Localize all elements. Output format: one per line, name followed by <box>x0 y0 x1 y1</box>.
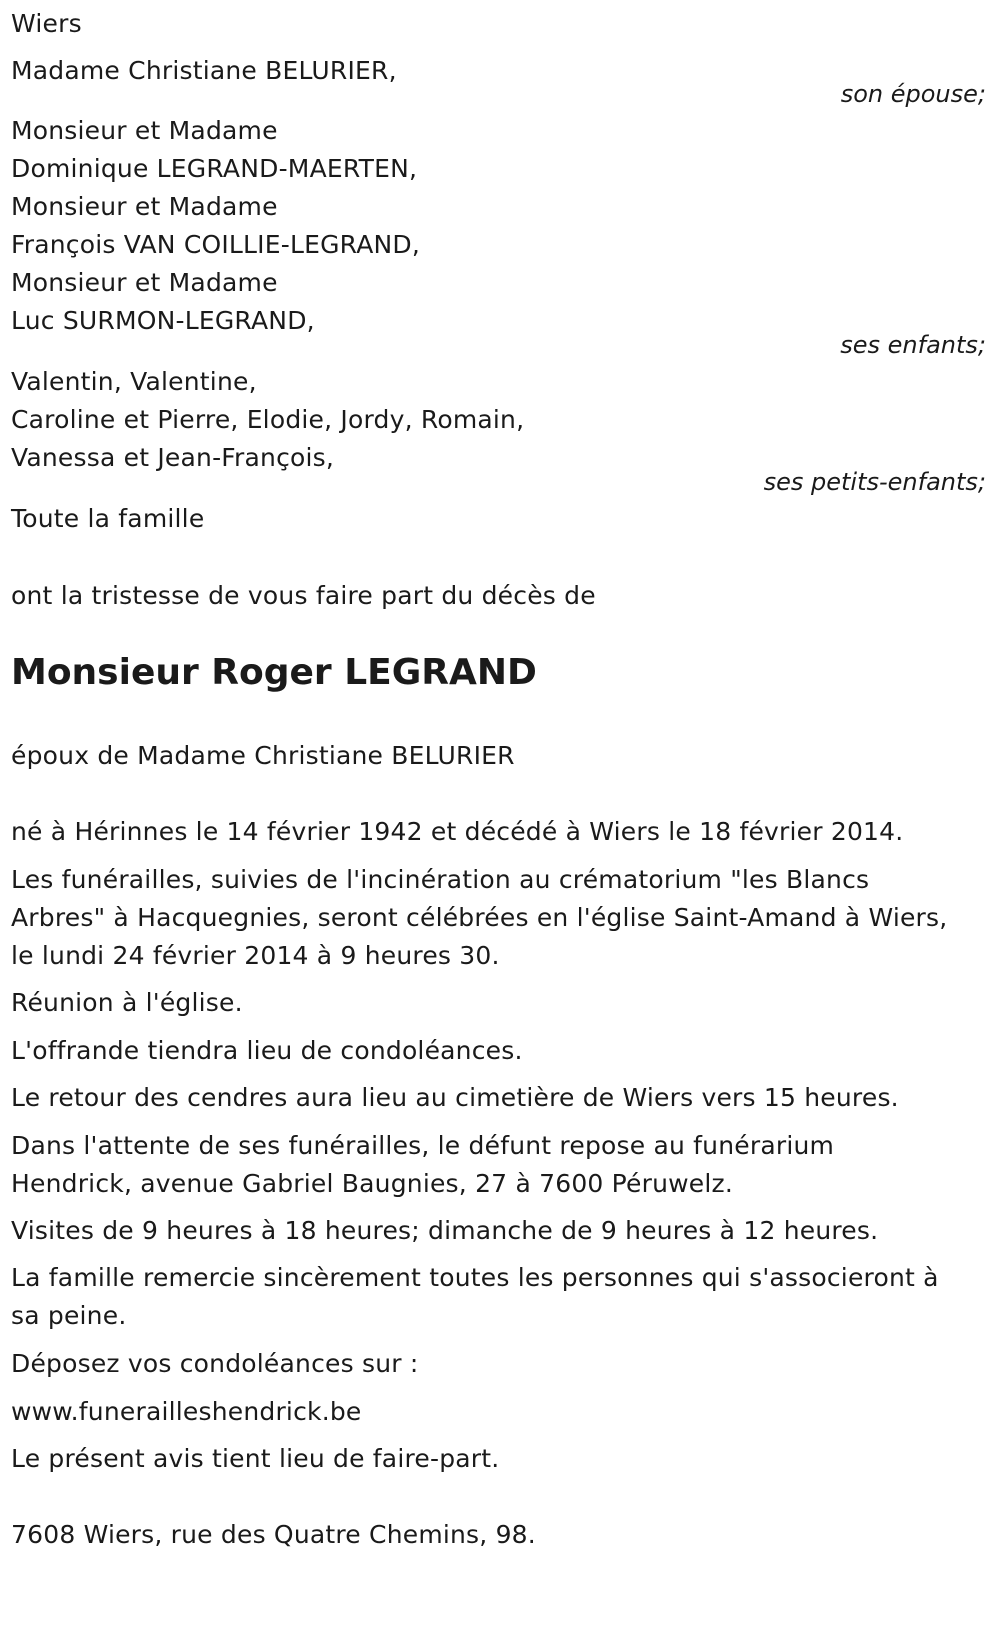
grandchildren-role: ses petits-enfants; <box>763 468 986 496</box>
grandchild-line: Vanessa et Jean-François, <box>11 443 335 472</box>
announcement-intro: ont la tristesse de vous faire part du décès de <box>11 581 596 610</box>
spouse-of: époux de Madame Christiane BELURIER <box>11 741 515 770</box>
repose-line: Dans l'attente de ses funérailles, le défunt repose au funérarium <box>11 1131 835 1160</box>
child-line: Dominique LEGRAND-MAERTEN, <box>11 154 418 183</box>
funeral-line: Les funérailles, suivies de l'incinération au crématorium "les Blancs <box>11 865 870 894</box>
spouse-role: son épouse; <box>840 80 986 108</box>
ashes-info: Le retour des cendres aura lieu au cimetière de Wiers vers 15 heures. <box>11 1083 899 1112</box>
thanks-line: La famille remercie sincèrement toutes les personnes qui s'associeront à <box>11 1263 939 1292</box>
repose-line: Hendrick, avenue Gabriel Baugnies, 27 à 7600 Péruwelz. <box>11 1169 734 1198</box>
birth-death: né à Hérinnes le 14 février 1942 et décédé à Wiers le 18 février 2014. <box>11 817 904 846</box>
child-line: Monsieur et Madame <box>11 192 278 221</box>
child-line: Luc SURMON-LEGRAND, <box>11 306 315 335</box>
thanks-line: sa peine. <box>11 1301 127 1330</box>
child-line: Monsieur et Madame <box>11 116 278 145</box>
children-role: ses enfants; <box>840 331 986 359</box>
funeral-line: Arbres" à Hacquegnies, seront célébrées en l'église Saint-Amand à Wiers, <box>11 903 948 932</box>
deceased-name: Monsieur Roger LEGRAND <box>11 652 537 693</box>
grandchild-line: Valentin, Valentine, <box>11 367 257 396</box>
funeral-line: le lundi 24 février 2014 à 9 heures 30. <box>11 941 500 970</box>
child-line: Monsieur et Madame <box>11 268 278 297</box>
other-family: Toute la famille <box>11 504 205 533</box>
offering-info: L'offrande tiendra lieu de condoléances. <box>11 1036 523 1065</box>
website-link[interactable]: www.funerailleshendrick.be <box>11 1397 362 1426</box>
notice-text: Le présent avis tient lieu de faire-part. <box>11 1444 500 1473</box>
family-address: 7608 Wiers, rue des Quatre Chemins, 98. <box>11 1520 536 1549</box>
town-header: Wiers <box>11 9 82 38</box>
grandchild-line: Caroline et Pierre, Elodie, Jordy, Romain, <box>11 405 525 434</box>
child-line: François VAN COILLIE-LEGRAND, <box>11 230 421 259</box>
spouse-name: Madame Christiane BELURIER, <box>11 56 397 85</box>
visits-info: Visites de 9 heures à 18 heures; dimanche de 9 heures à 12 heures. <box>11 1216 879 1245</box>
meeting-info: Réunion à l'église. <box>11 988 243 1017</box>
condolences-label: Déposez vos condoléances sur : <box>11 1349 419 1378</box>
